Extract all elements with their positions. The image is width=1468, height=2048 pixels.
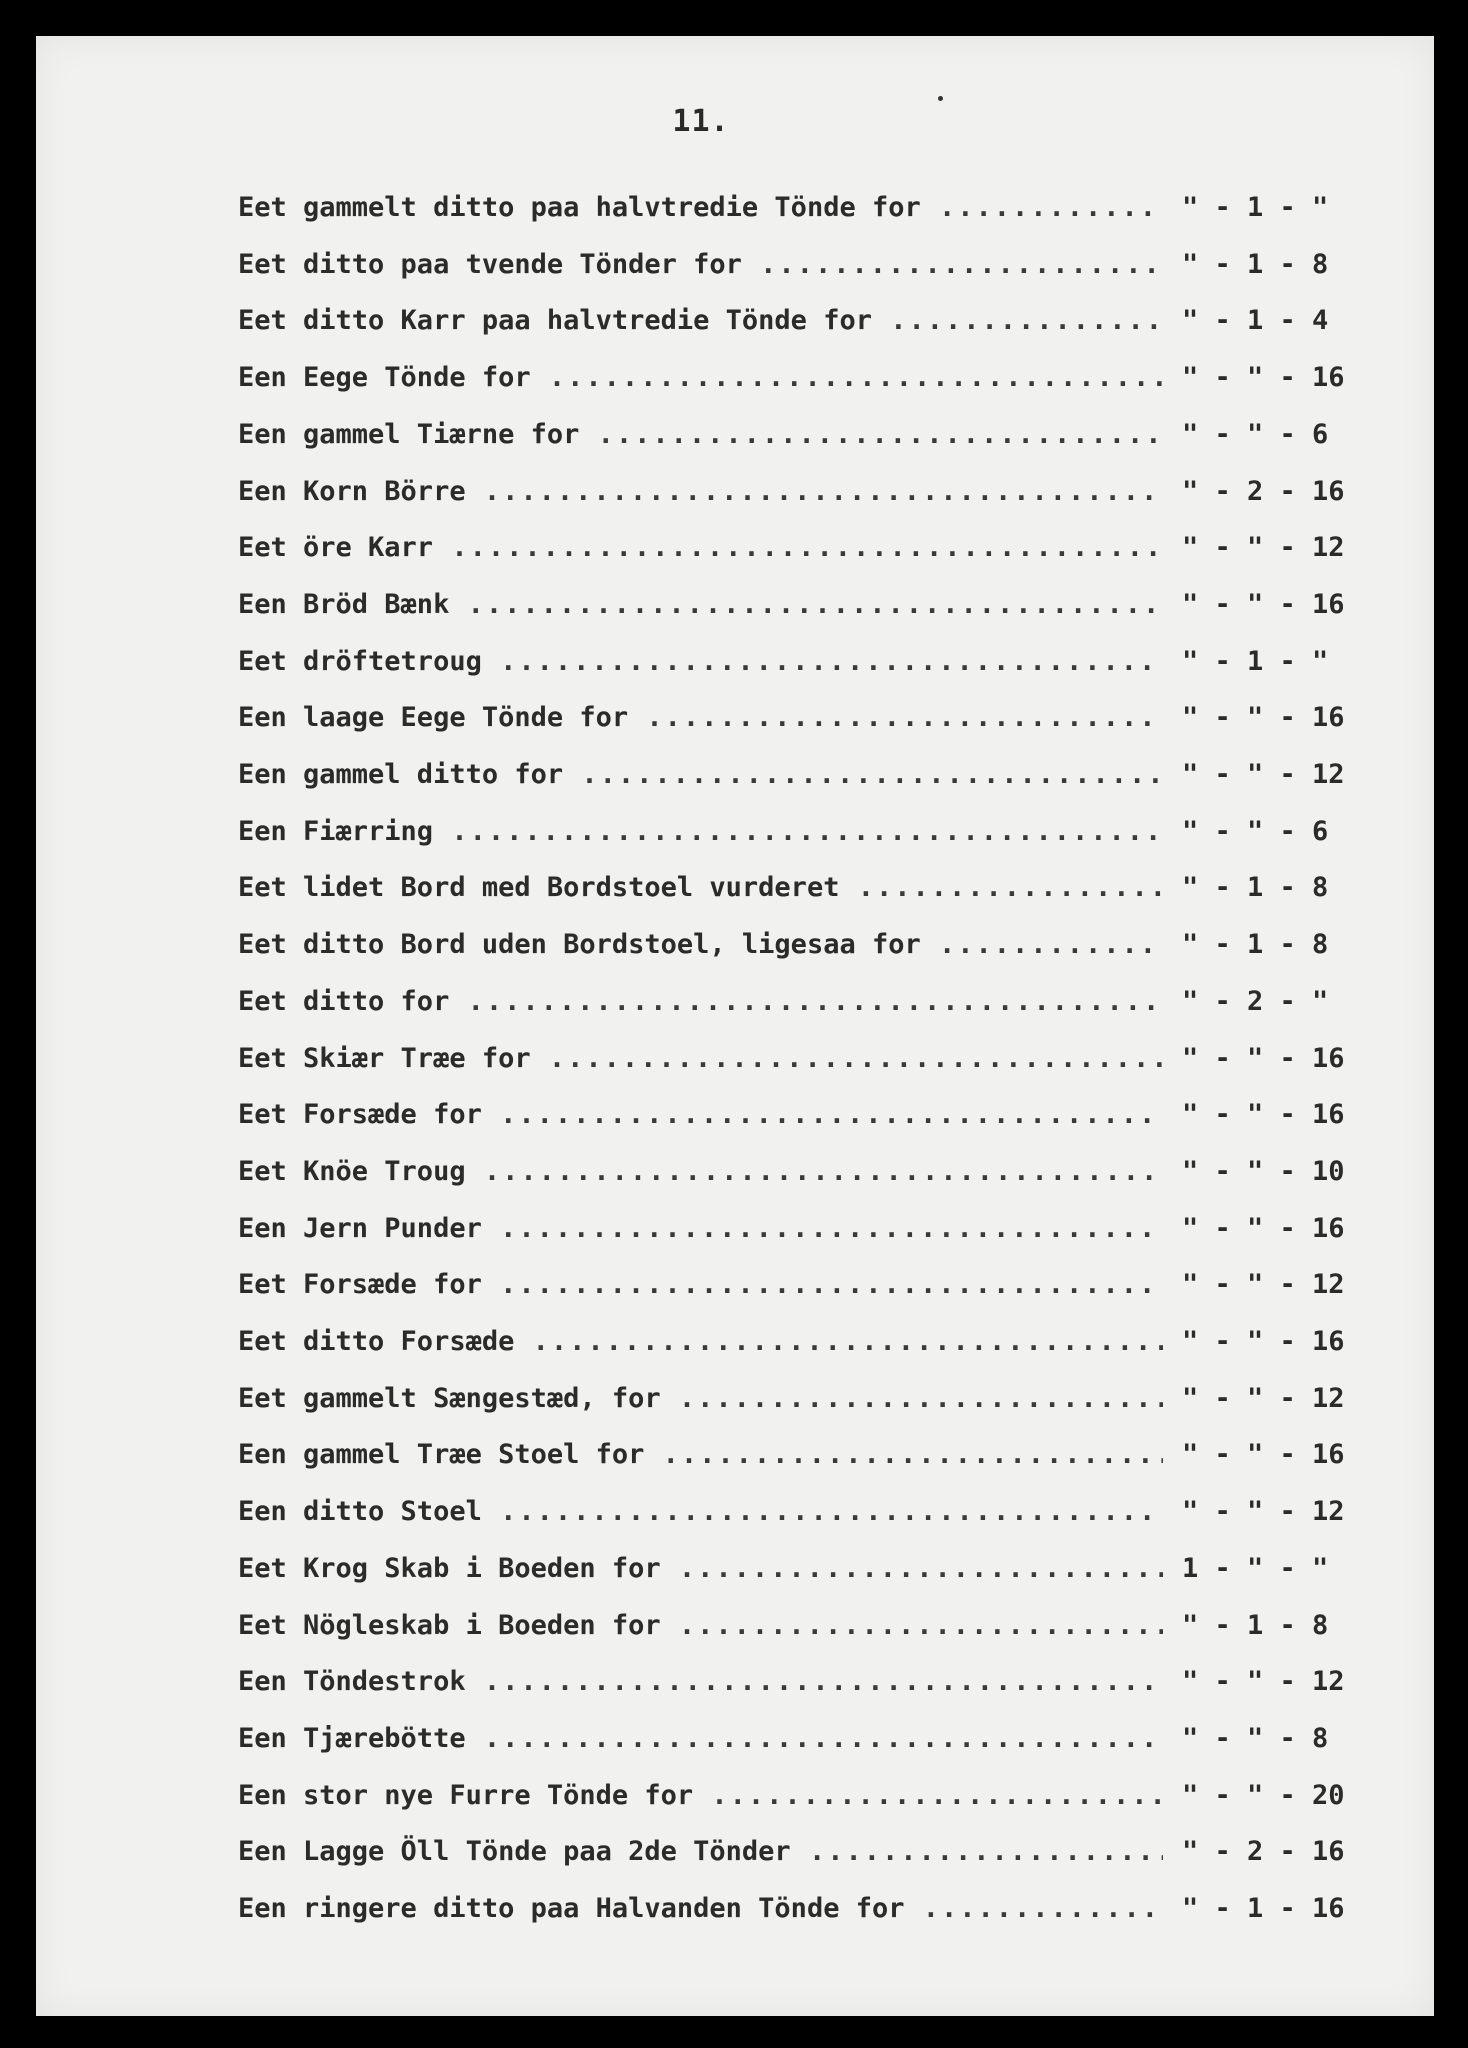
- list-item: [238, 243, 1398, 287]
- item-description: Een ringere ditto paa Halvanden Tönde for .....: [238, 1887, 1163, 1931]
- item-description: Eet ditto Karr paa halvtredie Tönde for .....: [238, 299, 1163, 343]
- item-description: Eet ditto Bord uden Bordstoel, ligesaa for .....: [238, 923, 1163, 967]
- item-description: Eet Krog Skab i Boeden for .....: [238, 1547, 1163, 1591]
- item-description: Een Lagge Öll Tönde paa 2de Tönder .....: [238, 1830, 1163, 1874]
- list-item: [238, 1263, 1398, 1307]
- list-item: [238, 753, 1398, 797]
- list-item: [238, 1490, 1398, 1534]
- item-description: Eet gammelt ditto paa halvtredie Tönde for .....: [238, 186, 1163, 230]
- item-description: Een ditto Stoel .....: [238, 1490, 1163, 1534]
- item-description: Eet Knöe Troug .....: [238, 1150, 1163, 1194]
- item-description: Eet öre Karr .....: [238, 526, 1163, 570]
- list-item: [238, 866, 1398, 910]
- item-description: Eet Forsæde for .....: [238, 1263, 1163, 1307]
- item-value: " - " - 16: [1182, 1439, 1345, 1471]
- list-item: [238, 640, 1398, 684]
- item-value: " - " - 16: [1182, 1212, 1345, 1244]
- item-value: " - 2 - ": [1182, 985, 1329, 1017]
- list-item: [238, 1377, 1398, 1421]
- list-item: [238, 1830, 1398, 1874]
- document-sheet: [36, 36, 1434, 2016]
- list-item: [238, 1660, 1398, 1704]
- item-description: Eet ditto paa tvende Tönder for .....: [238, 243, 1163, 287]
- list-item: [238, 696, 1398, 740]
- item-value: " - " - 16: [1182, 588, 1345, 620]
- item-description: Eet Nögleskab i Boeden for .....: [238, 1604, 1163, 1648]
- item-value: " - 1 - ": [1182, 645, 1329, 677]
- item-description: Eet ditto Forsæde .....: [238, 1320, 1163, 1364]
- list-item: [238, 583, 1398, 627]
- list-item: [238, 1093, 1398, 1137]
- item-value: " - 2 - 16: [1182, 475, 1345, 507]
- ink-dot: [938, 96, 943, 101]
- item-description: Een Jern Punder .....: [238, 1207, 1163, 1251]
- list-item: [238, 1717, 1398, 1761]
- item-value: " - " - 16: [1182, 1326, 1345, 1357]
- list-item: [238, 413, 1398, 457]
- item-value: " - " - 12: [1182, 1666, 1345, 1698]
- item-description: Eet ditto for .....: [238, 980, 1163, 1024]
- item-value: " - " - 8: [1182, 1722, 1329, 1754]
- item-value: " - " - 20: [1182, 1779, 1345, 1811]
- page-number: 11.: [672, 104, 730, 139]
- list-item: [238, 1547, 1398, 1591]
- item-description: Een Bröd Bænk .....: [238, 583, 1163, 627]
- list-item: [238, 356, 1398, 400]
- item-value: " - 1 - 8: [1182, 1609, 1329, 1641]
- item-value: " - " - 16: [1182, 362, 1345, 394]
- list-item: [238, 526, 1398, 570]
- list-item: [238, 1604, 1398, 1648]
- list-item: [238, 1774, 1398, 1818]
- item-description: Een stor nye Furre Tönde for .....: [238, 1774, 1163, 1818]
- item-value: " - 1 - 8: [1182, 872, 1329, 904]
- list-item: [238, 1887, 1398, 1931]
- item-description: Eet gammelt Sængestæd, for .....: [238, 1377, 1163, 1421]
- item-value: " - " - 6: [1182, 815, 1329, 847]
- item-value: " - 1 - ": [1182, 192, 1329, 223]
- item-description: Eet dröftetroug .....: [238, 640, 1163, 684]
- item-value: " - " - 12: [1182, 759, 1345, 790]
- item-description: Een gammel ditto for .....: [238, 753, 1163, 797]
- item-description: Een Tjærebötte .....: [238, 1717, 1163, 1761]
- item-value: " - " - 16: [1182, 702, 1345, 734]
- item-value: " - 2 - 16: [1182, 1836, 1345, 1868]
- list-item: [238, 923, 1398, 967]
- list-item: [238, 1433, 1398, 1477]
- item-value: " - " - 10: [1182, 1155, 1345, 1187]
- item-description: Een Eege Tönde for .....: [238, 356, 1163, 400]
- list-item: [238, 299, 1398, 343]
- item-description: Eet lidet Bord med Bordstoel vurderet .....: [238, 866, 1163, 910]
- item-description: Een laage Eege Tönde for .....: [238, 696, 1163, 740]
- list-item: [238, 470, 1398, 514]
- list-item: [238, 1320, 1398, 1364]
- item-description: Een gammel Tiærne for .....: [238, 413, 1163, 457]
- list-item: [238, 186, 1398, 230]
- item-value: " - " - 6: [1182, 418, 1329, 450]
- list-item: [238, 1150, 1398, 1194]
- list-item: [238, 810, 1398, 854]
- item-description: Eet Forsæde for .....: [238, 1093, 1163, 1137]
- list-item: [238, 1037, 1398, 1081]
- item-value: " - " - 12: [1182, 1382, 1345, 1414]
- item-description: Eet Skiær Træe for .....: [238, 1037, 1163, 1081]
- item-value: " - " - 16: [1182, 1099, 1345, 1131]
- item-description: Een Töndestrok .....: [238, 1660, 1163, 1704]
- item-description: Een Fiærring .....: [238, 810, 1163, 854]
- item-description: Een gammel Træe Stoel for .....: [238, 1433, 1163, 1477]
- item-value: " - " - 12: [1182, 532, 1345, 564]
- item-value: " - " - 16: [1182, 1042, 1345, 1074]
- item-value: " - " - 12: [1182, 1269, 1345, 1301]
- item-description: Een Korn Börre .....: [238, 470, 1163, 514]
- item-value: " - 1 - 8: [1182, 248, 1329, 280]
- item-value: 1 - " - ": [1182, 1552, 1329, 1584]
- item-value: " - 1 - 8: [1182, 929, 1329, 961]
- item-value: " - 1 - 4: [1182, 305, 1329, 337]
- list-item: [238, 1207, 1398, 1251]
- item-value: " - " - 12: [1182, 1496, 1345, 1528]
- list-item: [238, 980, 1398, 1024]
- item-value: " - 1 - 16: [1182, 1893, 1345, 1924]
